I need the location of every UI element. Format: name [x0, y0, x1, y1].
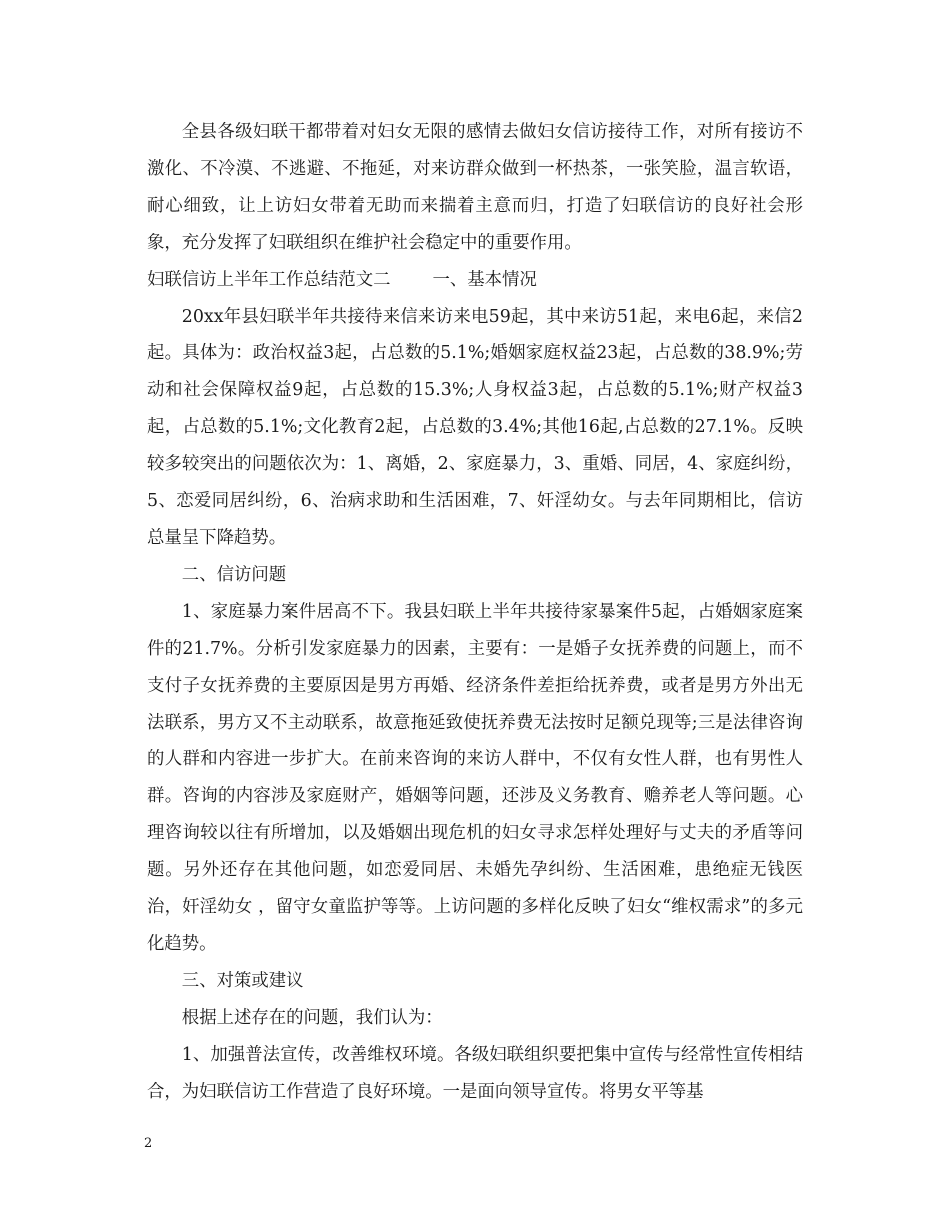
section-heading-basic: 一、基本情况 — [432, 269, 537, 290]
paragraph-domestic-violence: 1、家庭暴力案件居高不下。我县妇联上半年共接待家暴案件5起，占婚姻家庭案件的21.7%。分析引发家庭暴力的因素，主要有：一是婚子女抚养费的问题上，而不支付子女抚养费的主要原因是男方再婚、经济条件差拒给抚养费，或者是男方外出无法联系，男方又不主动联系，故意拖延致使抚养费无法按时足额兑现等;三是法律咨询的人群和内容进一步扩大。在前来咨询的来访人群中，不仅有女性人群，也有男性人群。咨询的内容涉及家庭财产，婚姻等问题，还涉及义务教育、赡养老人等问题。心理咨询较以往有所增加，以及婚姻出现危机的妇女寻求怎样处理好与丈夫的矛盾等问题。另外还存在其他问题，如恋爱同居、未婚先孕纠纷、生活困难，患绝症无钱医治，奸淫幼女 ，留守女童监护等等。上访问题的多样化反映了妇女“维权需求”的多元化趋势。 — [147, 601, 803, 954]
document-body — [147, 114, 803, 1110]
paragraph-basic-situation: 20xx年县妇联半年共接待来信来访来电59起，其中来访51起，来电6起，来信2起。具体为：政治权益3起，占总数的5.1%;婚姻家庭权益23起，占总数的38.9%;劳动和社会保障权益9起，占总数的15.3%;人身权益3起，占总数的5.1%;财产权益3起，占总数的5.1%;文化教育2起，占总数的3.4%;其他16起,占总数的27.1%。反映较多较突出的问题依次为：1、离婚，2、家庭暴力，3、重婚、同居，4、家庭纠纷，5、恋爱同居纠纷，6、治病求助和生活困难，7、奸淫幼女。与去年同期相比，信访总量呈下降趋势。 — [147, 306, 803, 548]
paragraph-legal-publicity: 1、加强普法宣传，改善维权环境。各级妇联组织要把集中宣传与经常性宣传相结合，为妇联信访工作营造了良好环境。一是面向领导宣传。将男女平等基 — [147, 1044, 803, 1102]
section-heading-suggestions: 三、对策或建议 — [181, 970, 304, 991]
paragraph-intro: 全县各级妇联干都带着对妇女无限的感情去做妇女信访接待工作，对所有接访不激化、不冷漠、不逃避、不拖延，对来访群众做到一杯热茶，一张笑脸，温言软语，耐心细致，让上访妇女带着无助而来揣着主意而归，打造了妇联信访的良好社会形象，充分发挥了妇联组织在维护社会稳定中的重要作用。 — [147, 122, 803, 253]
page-number: 2 — [144, 1136, 153, 1151]
title-line — [147, 262, 803, 299]
paragraph-conclusion-intro: 根据上述存在的问题，我们认为： — [181, 1007, 443, 1028]
section-heading-issues: 二、信访问题 — [181, 564, 287, 585]
document-title: 妇联信访上半年工作总结范文二 — [147, 269, 391, 290]
